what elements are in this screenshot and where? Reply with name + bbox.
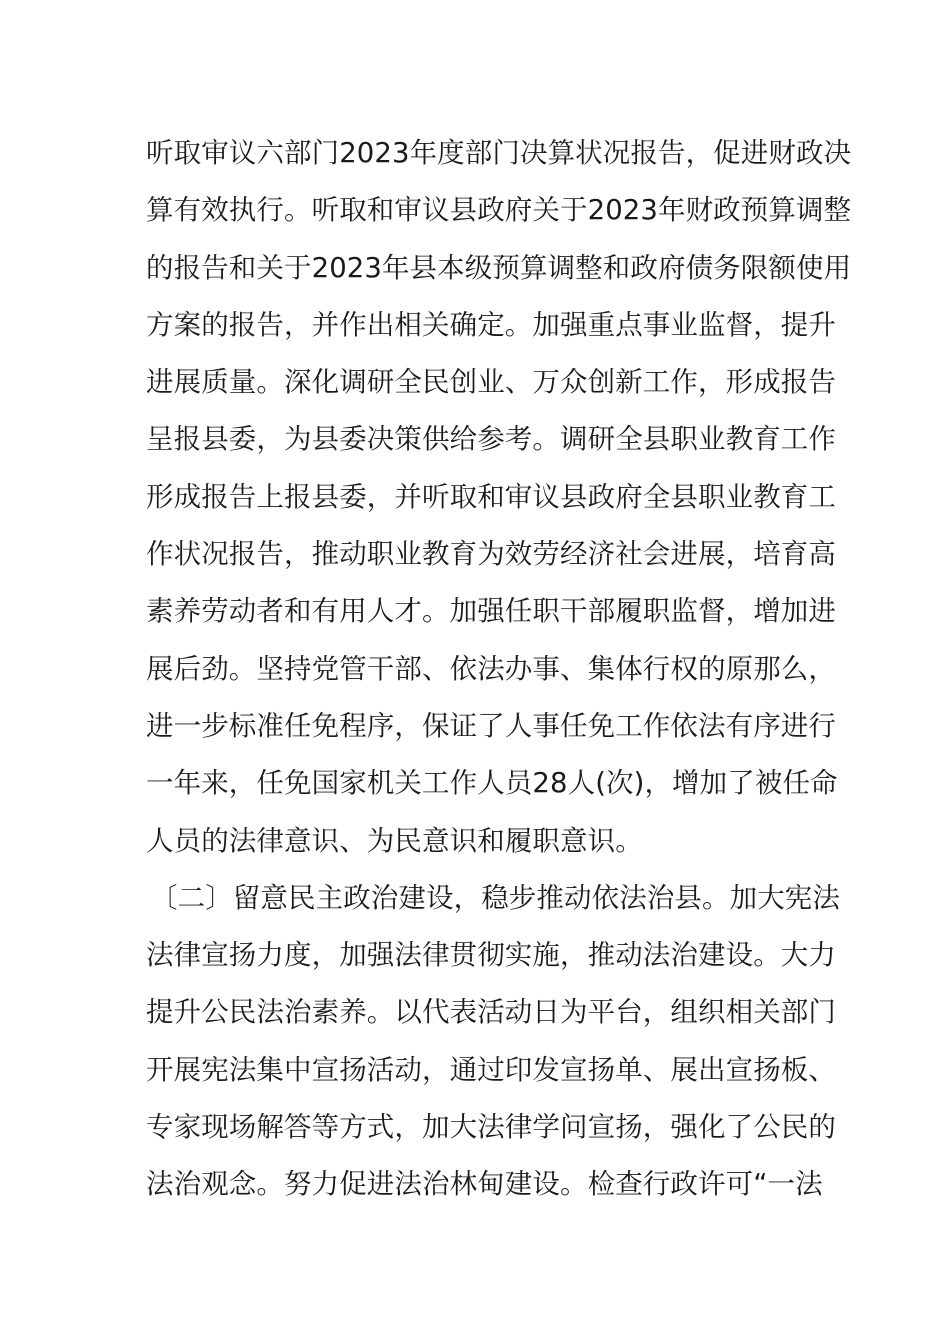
text-line: 展后劲。坚持党管干部、依法办事、集体行权的原那么， bbox=[146, 652, 836, 685]
text-line: 进展质量。深化调研全民创业、万众创新工作，形成报告 bbox=[146, 366, 836, 399]
text-line: 算有效执行。听取和审议县政府关于2023年财政预算调整 bbox=[146, 194, 852, 227]
text-line: 人员的法律意识、为民意识和履职意识。 bbox=[146, 824, 643, 857]
text-line: 听取审议六部门2023年度部门决算状况报告，促进财政决 bbox=[146, 137, 852, 169]
text-line: 素养劳动者和有用人才。加强任职干部履职监督，增加进 bbox=[146, 595, 836, 628]
section-heading-line: 〔二〕留意民主政治建设，稳步推动依法治县。加大宪法 bbox=[150, 881, 840, 914]
body-text bbox=[146, 130, 852, 1219]
text-line: 开展宪法集中宣扬活动，通过印发宣扬单、展出宣扬板、 bbox=[146, 1053, 836, 1086]
text-line: 法律宣扬力度，加强法律贯彻实施，推动法治建设。大力 bbox=[146, 939, 836, 972]
text-line: 方案的报告，并作出相关确定。加强重点事业监督，提升 bbox=[146, 308, 836, 341]
text-line: 法治观念。努力促进法治林甸建设。检查行政许可“一法 bbox=[146, 1168, 823, 1201]
text-line: 专家现场解答等方式，加大法律学问宣扬，强化了公民的 bbox=[146, 1111, 836, 1144]
text-line: 的报告和关于2023年县本级预算调整和政府债务限额使用 bbox=[146, 251, 852, 284]
text-line: 提升公民法治素养。以代表活动日为平台，组织相关部门 bbox=[146, 996, 836, 1029]
text-line: 作状况报告，推动职业教育为效劳经济社会进展，培育高 bbox=[146, 538, 836, 571]
text-line: 呈报县委，为县委决策供给参考。调研全县职业教育工作 bbox=[146, 423, 836, 456]
text-line: 形成报告上报县委，并听取和审议县政府全县职业教育工 bbox=[146, 480, 836, 513]
text-line: 一年来，任免国家机关工作人员28人(次)，增加了被任命 bbox=[146, 767, 838, 800]
text-line: 进一步标准任免程序，保证了人事任免工作依法有序进行 bbox=[146, 709, 836, 742]
